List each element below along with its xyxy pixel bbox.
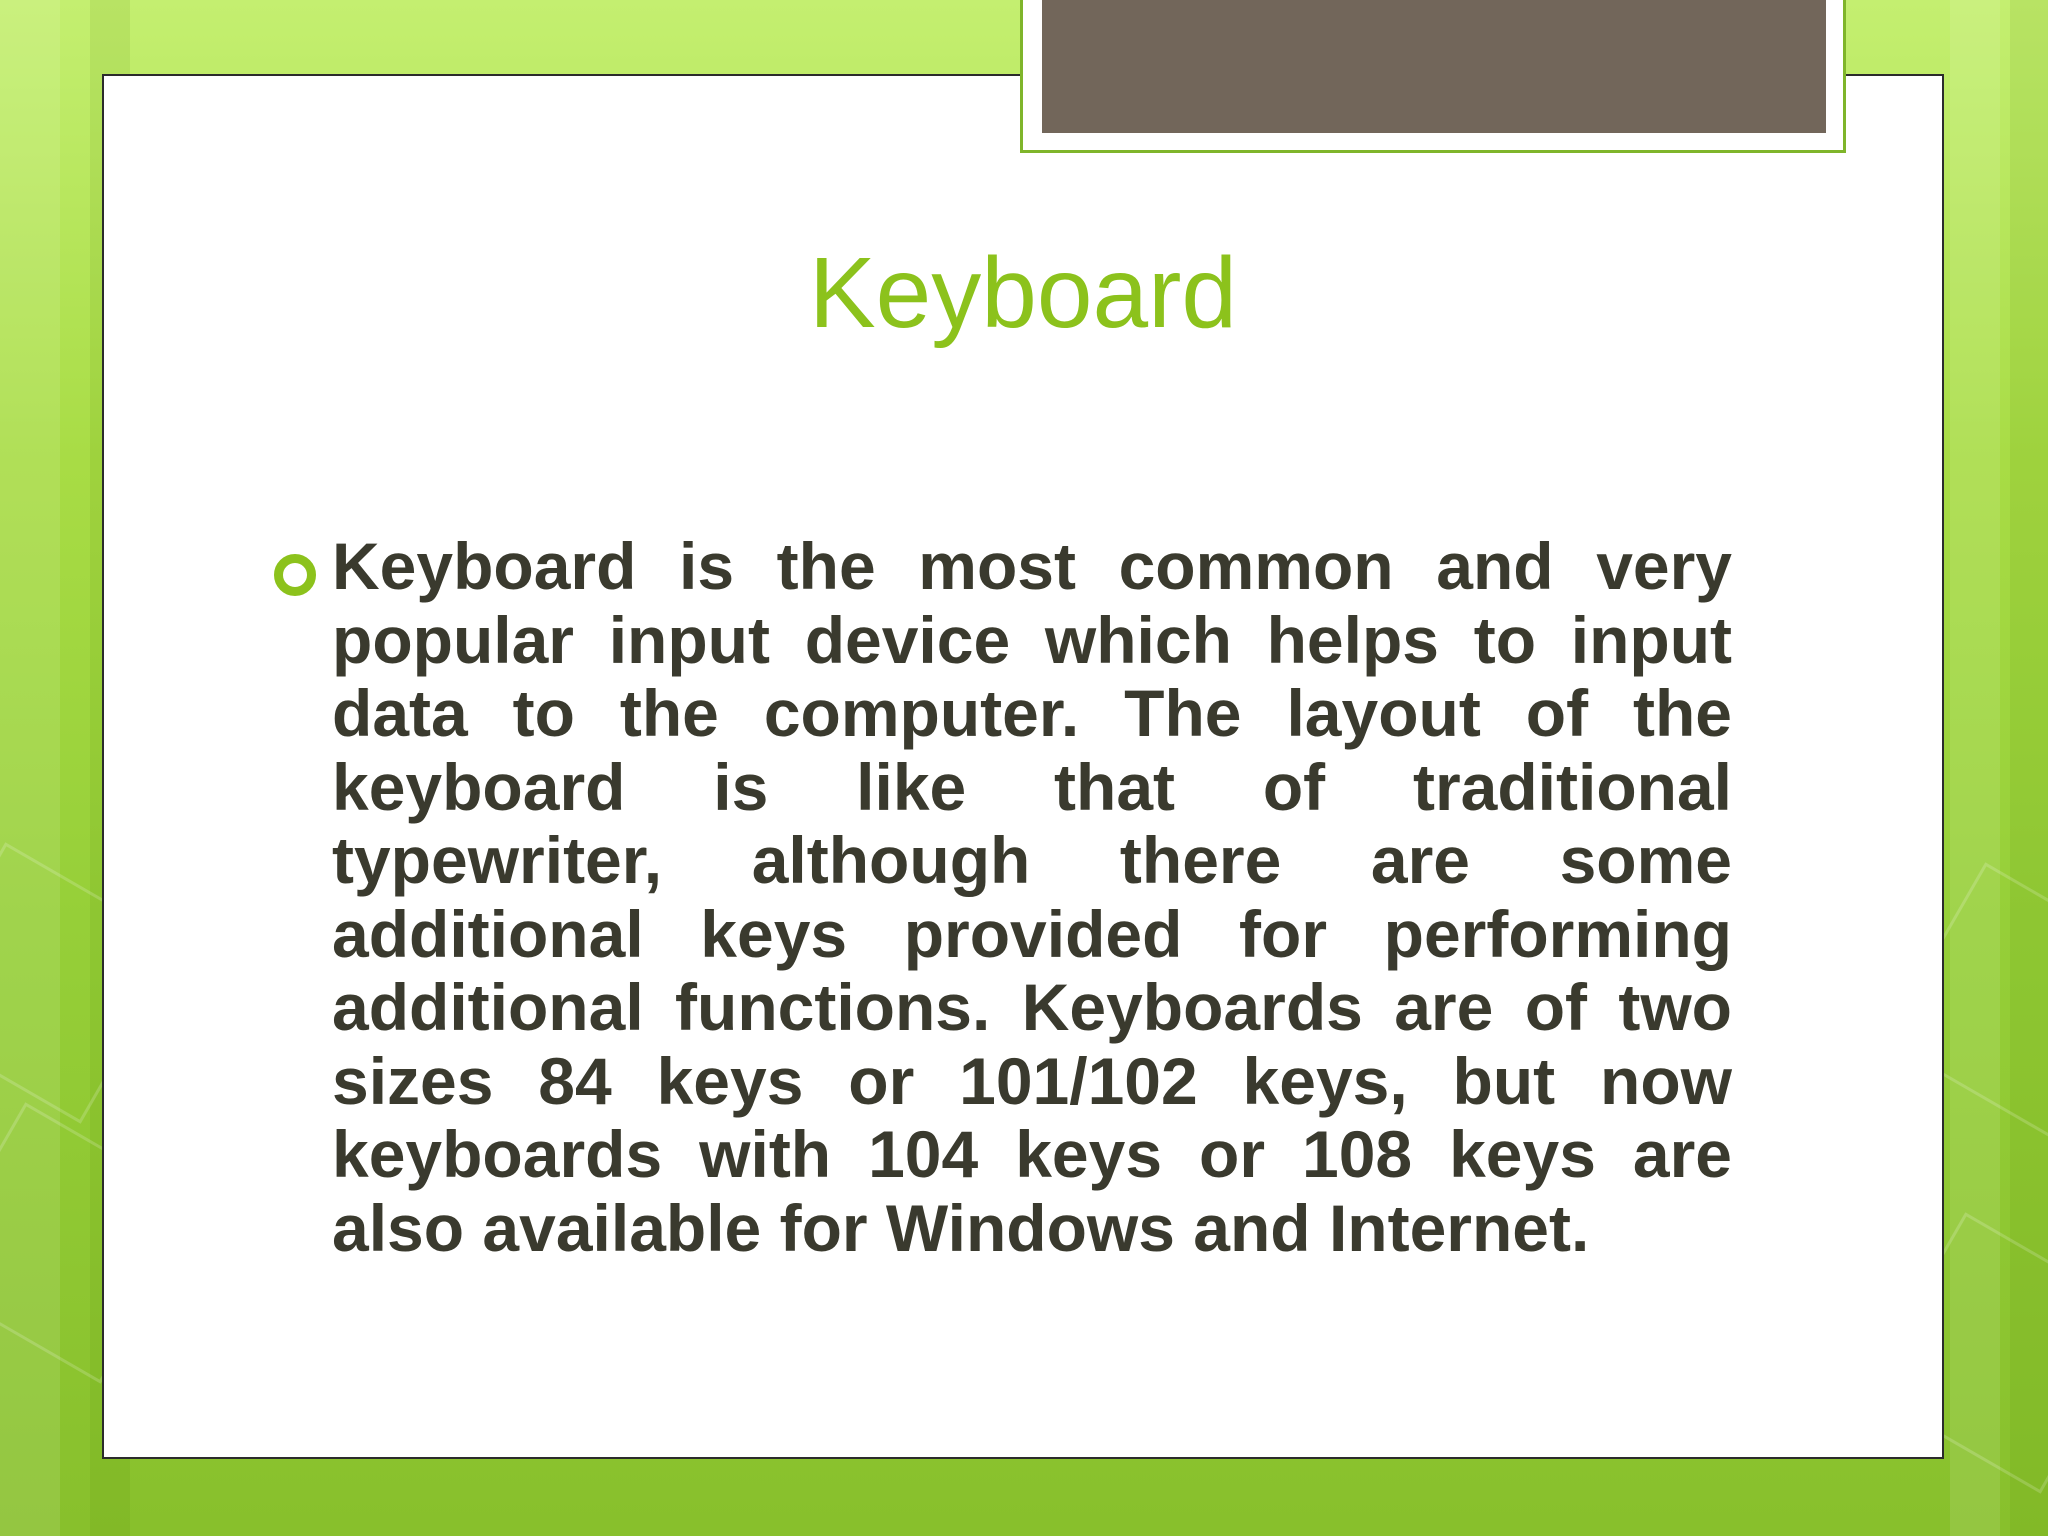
- slide-title: Keyboard: [808, 237, 1238, 349]
- ring-bullet-icon: [274, 554, 316, 596]
- header-tab: [1042, 0, 1826, 133]
- bullet-text: Keyboard is the most common and very popular input device which helps to input data to the computer. The layout of the keyboard is like that of traditional typewriter, although there are some additional keys provided for performing additional functions. Keyboards are of two sizes 84 keys or 101/102 keys, but now keyboards with 104 keys or 108 keys are also available for Windows and Internet.: [332, 529, 1732, 1265]
